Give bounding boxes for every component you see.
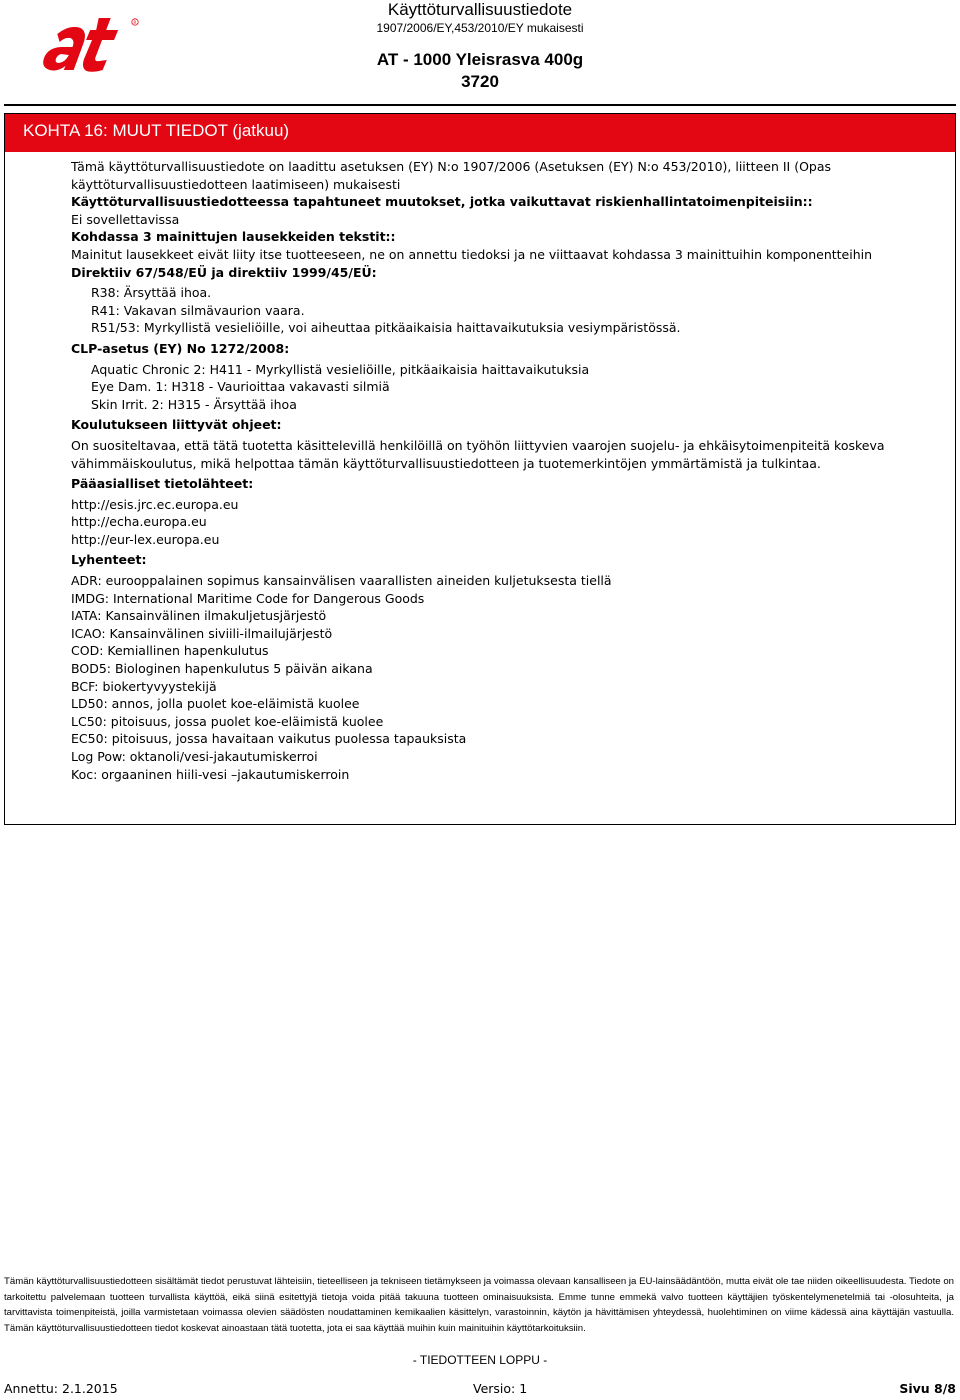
disclaimer: Tämän käyttöturvallisuustiedotteen sisältämät tiedot perustuvat lähteisiin, tieteelliseen ja tekniseen tietämykseen ja voimassa olevaan kansalliseen ja EU-lainsäädäntöön, mutta eivät ole tae niiden oikeellisuudesta. Tiedote on tarkoitettu palvelemaan tuotteen turvallista käyttöä, eikä siinä esitettyjä tietoja voida pitää takuuna tuotteen ominaisuuksista. Emme tunne emmekä valvo tuotteen käyttäjien työskentelymenetelmiä tai -olosuhteita, ja tarvittavista toimenpiteistä, joilla varmistetaan voimassa olevien säädösten noudattaminen kemikaalien käsittelyn, varastoinnin, käytön ja hävittämisen yhteydessä, huolehtiminen on viime kädessä aina käyttäjän vastuulla. Tämän käyttöturvallisuustiedotteen tiedot koskevat ainoastaan tätä tuotetta, jota ei saa käyttää muihin kuin mainituihin käyttötarkoituksiin.	[4, 1276, 954, 1334]
sources-heading: Pääasialliset tietolähteet:	[71, 476, 254, 492]
abbr-item: LD50: annos, jolla puolet koe-eläimistä kuolee	[71, 696, 360, 712]
version: Versio: 1	[473, 1381, 528, 1396]
source-link[interactable]: http://esis.jrc.ec.europa.eu	[71, 496, 239, 512]
abbr-item: BOD5: Biologinen hapenkulutus 5 päivän aikana	[71, 661, 373, 677]
abbr-item: EC50: pitoisuus, jossa havaitaan vaikutus puolessa tapauksista	[71, 731, 467, 747]
page-number: Sivu 8/8	[899, 1381, 956, 1396]
abbr-item: LC50: pitoisuus, jossa puolet koe-eläimistä kuolee	[71, 713, 384, 729]
section-16	[4, 113, 956, 825]
intro-line-1: Tämä käyttöturvallisuustiedote on laadittu asetuksen (EY) N:o 1907/2006 (Asetuksen (EY) N:o 453/2010), liitteen II (Opas	[71, 159, 832, 174]
abbr-item: ICAO: Kansainvälinen siviili-ilmailujärjestö	[71, 625, 333, 641]
abbr-item: Koc: orgaaninen hiili-vesi –jakautumiskerroin	[71, 766, 350, 782]
abbr-item: IMDG: International Maritime Code for Dangerous Goods	[71, 590, 425, 606]
directive-heading: Direktiiv 67/548/EÜ ja direktiiv 1999/45/EÜ:	[71, 264, 377, 280]
end-of-document: - TIEDOTTEEN LOPPU -	[412, 1353, 548, 1367]
changes-text: Ei sovellettavissa	[71, 211, 180, 227]
doc-type: Käyttöturvallisuustiedote	[387, 0, 573, 19]
clp-item: Skin Irrit. 2: H315 - Ärsyttää ihoa	[91, 396, 297, 412]
abbr-item: Log Pow: oktanoli/vesi-jakautumiskerroi	[71, 749, 318, 764]
abbr-heading: Lyhenteet:	[71, 552, 147, 568]
abbr-item: ADR: eurooppalainen sopimus kansainvälisen vaarallisten aineiden kuljetuksesta tiellä	[71, 573, 612, 589]
training-heading: Koulutukseen liittyvät ohjeet:	[71, 417, 282, 433]
directive-item: R51/53: Myrkyllistä vesieliöille, voi aiheuttaa pitkäaikaisia haittavaikutuksia vesiympäristössä.	[91, 320, 681, 336]
abbr-item: BCF: biokertyvyystekijä	[71, 678, 217, 694]
abbr-item: IATA: Kansainvälinen ilmakuljetusjärjestö	[71, 608, 327, 624]
directive-item: R41: Vakavan silmävaurion vaara.	[91, 302, 305, 318]
section-content	[71, 158, 951, 783]
training-line-2: vähimmäiskoulutus, mikä helpottaa tämän käyttöturvallisuustiedotteen ja tuotemerkintöjen ymmärtämistä ja tulkintaa.	[71, 455, 821, 471]
header-rule	[4, 104, 956, 106]
changes-heading: Käyttöturvallisuustiedotteessa tapahtuneet muutokset, jotka vaikuttavat riskienhallintatoimenpiteisiin::	[71, 194, 813, 210]
clauses-text: Mainitut lausekkeet eivät liity itse tuotteeseen, ne on annettu tiedoksi ja ne viittaavat kohdassa 3 mainittuihin komponentteihin	[71, 246, 873, 262]
clp-heading: CLP-asetus (EY) No 1272/2008:	[71, 340, 290, 356]
issued-date: Annettu: 2.1.2015	[4, 1381, 118, 1396]
svg-text:R: R	[133, 21, 137, 26]
at-logo	[40, 12, 140, 84]
abbr-item: COD: Kemiallinen hapenkulutus	[71, 643, 269, 659]
product-code: 3720	[461, 72, 499, 91]
intro-line-2: käyttöturvallisuustiedotteen laatimiseen) mukaisesti	[71, 176, 401, 192]
clauses-heading: Kohdassa 3 mainittujen lausekkeiden tekstit::	[71, 229, 396, 245]
directive-item: R38: Ärsyttää ihoa.	[91, 285, 212, 301]
training-line-1: On suositeltavaa, että tätä tuotetta käsittelevillä henkilöillä on työhön liittyvien vaarojen suojelu- ja ehkäisytoimenpiteitä koskeva	[71, 437, 885, 453]
clp-item: Aquatic Chronic 2: H411 - Myrkyllistä vesieliöille, pitkäaikaisia haittavaikutuksia	[91, 361, 590, 377]
source-link[interactable]: http://eur-lex.europa.eu	[71, 531, 220, 547]
source-link[interactable]: http://echa.europa.eu	[71, 514, 207, 530]
regulation: 1907/2006/EY,453/2010/EY mukaisesti	[376, 21, 584, 35]
clp-item: Eye Dam. 1: H318 - Vaurioittaa vakavasti silmiä	[91, 379, 390, 395]
section-title: KOHTA 16: MUUT TIEDOT (jatkuu)	[5, 114, 955, 152]
product-name: AT - 1000 Yleisrasva 400g	[376, 50, 584, 69]
